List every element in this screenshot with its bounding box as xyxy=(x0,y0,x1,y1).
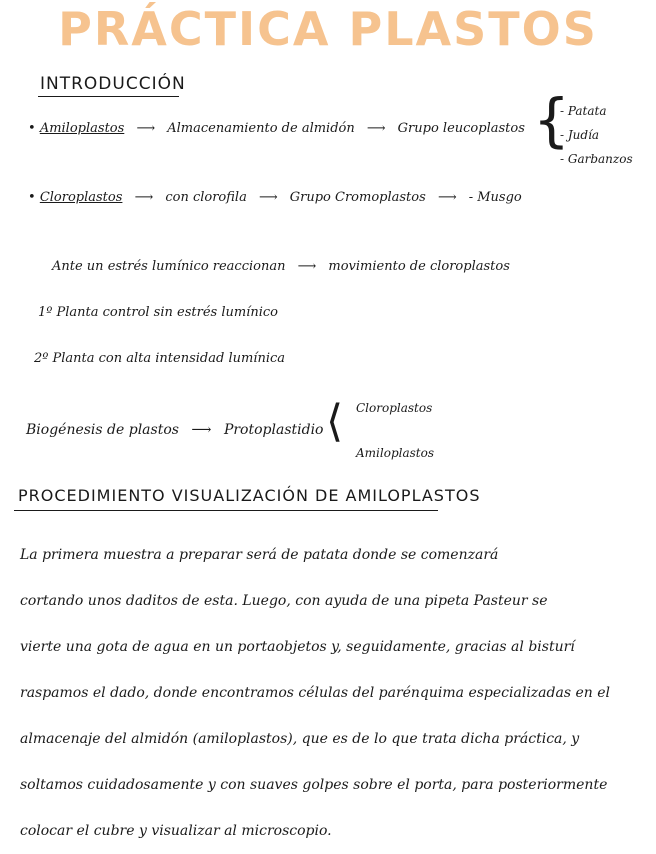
plant-1: 1º Planta control sin estrés lumínico xyxy=(38,305,278,320)
intro-heading-underline xyxy=(38,96,179,97)
procedure-heading: PROCEDIMIENTO VISUALIZACIÓN DE AMILOPLASTOS xyxy=(18,486,481,505)
procedure-line: colocar el cubre y visualizar al microscopio. xyxy=(20,823,332,839)
amilo-row xyxy=(28,121,525,136)
cloro-row xyxy=(28,190,522,205)
angle-bracket-icon: ⟨ xyxy=(326,396,344,447)
stress-result: movimiento de cloroplastos xyxy=(328,259,510,274)
cloro-term: Cloroplastos xyxy=(39,190,123,205)
arrow-icon: ⟶ xyxy=(136,121,156,136)
protoplastidio-text: Protoplastidio xyxy=(223,422,324,438)
procedure-line: soltamos cuidadosamente y con suaves golpes sobre el porta, para posteriormente xyxy=(20,777,608,793)
arrow-icon: ⟶ xyxy=(258,190,278,205)
biogenesis-line xyxy=(26,422,323,438)
arrow-icon: ⟶ xyxy=(297,259,317,274)
procedure-line: La primera muestra a preparar será de patata donde se comenzará xyxy=(20,547,499,563)
cloro-step2: Grupo Cromoplastos xyxy=(289,190,426,205)
example-patata: - Patata xyxy=(560,104,607,118)
arrow-icon: ⟶ xyxy=(134,190,154,205)
biogenesis-text: Biogénesis de plastos xyxy=(26,422,179,438)
procedure-paragraph xyxy=(20,532,640,854)
intro-heading: INTRODUCCIÓN xyxy=(40,74,186,94)
amilo-step2: Grupo leucoplastos xyxy=(397,121,525,136)
amilo-term: Amiloplastos xyxy=(39,121,125,136)
example-judia: - Judía xyxy=(560,128,600,142)
arrow-icon: ⟶ xyxy=(437,190,457,205)
procedure-line: raspamos el dado, donde encontramos células del parénquima especializadas en el xyxy=(20,685,610,701)
cloro-step1: con clorofila xyxy=(165,190,247,205)
procedure-line: almacenaje del almidón (amiloplastos), que es de lo que trata dicha práctica, y xyxy=(20,731,580,747)
outcome-amiloplastos: Amiloplastos xyxy=(356,446,434,460)
procedure-heading-underline xyxy=(14,510,438,511)
stress-text: Ante un estrés lumínico reaccionan xyxy=(52,259,286,274)
example-garbanzos: - Garbanzos xyxy=(560,152,633,166)
bullet: • xyxy=(28,121,40,136)
page-title: PRÁCTICA PLASTOS xyxy=(58,2,598,56)
arrow-icon: ⟶ xyxy=(366,121,386,136)
amilo-step1: Almacenamiento de almidón xyxy=(167,121,355,136)
stress-line xyxy=(52,259,510,274)
procedure-line: cortando unos daditos de esta. Luego, con ayuda de una pipeta Pasteur se xyxy=(20,593,548,609)
cloro-example: - Musgo xyxy=(468,190,522,205)
brace-icon: { xyxy=(533,86,570,154)
bullet: • xyxy=(28,190,40,205)
plant-2: 2º Planta con alta intensidad lumínica xyxy=(34,351,286,366)
procedure-line: vierte una gota de agua en un portaobjetos y, seguidamente, gracias al bisturí xyxy=(20,639,575,655)
outcome-cloroplastos: Cloroplastos xyxy=(356,401,433,415)
arrow-icon: ⟶ xyxy=(191,422,212,438)
